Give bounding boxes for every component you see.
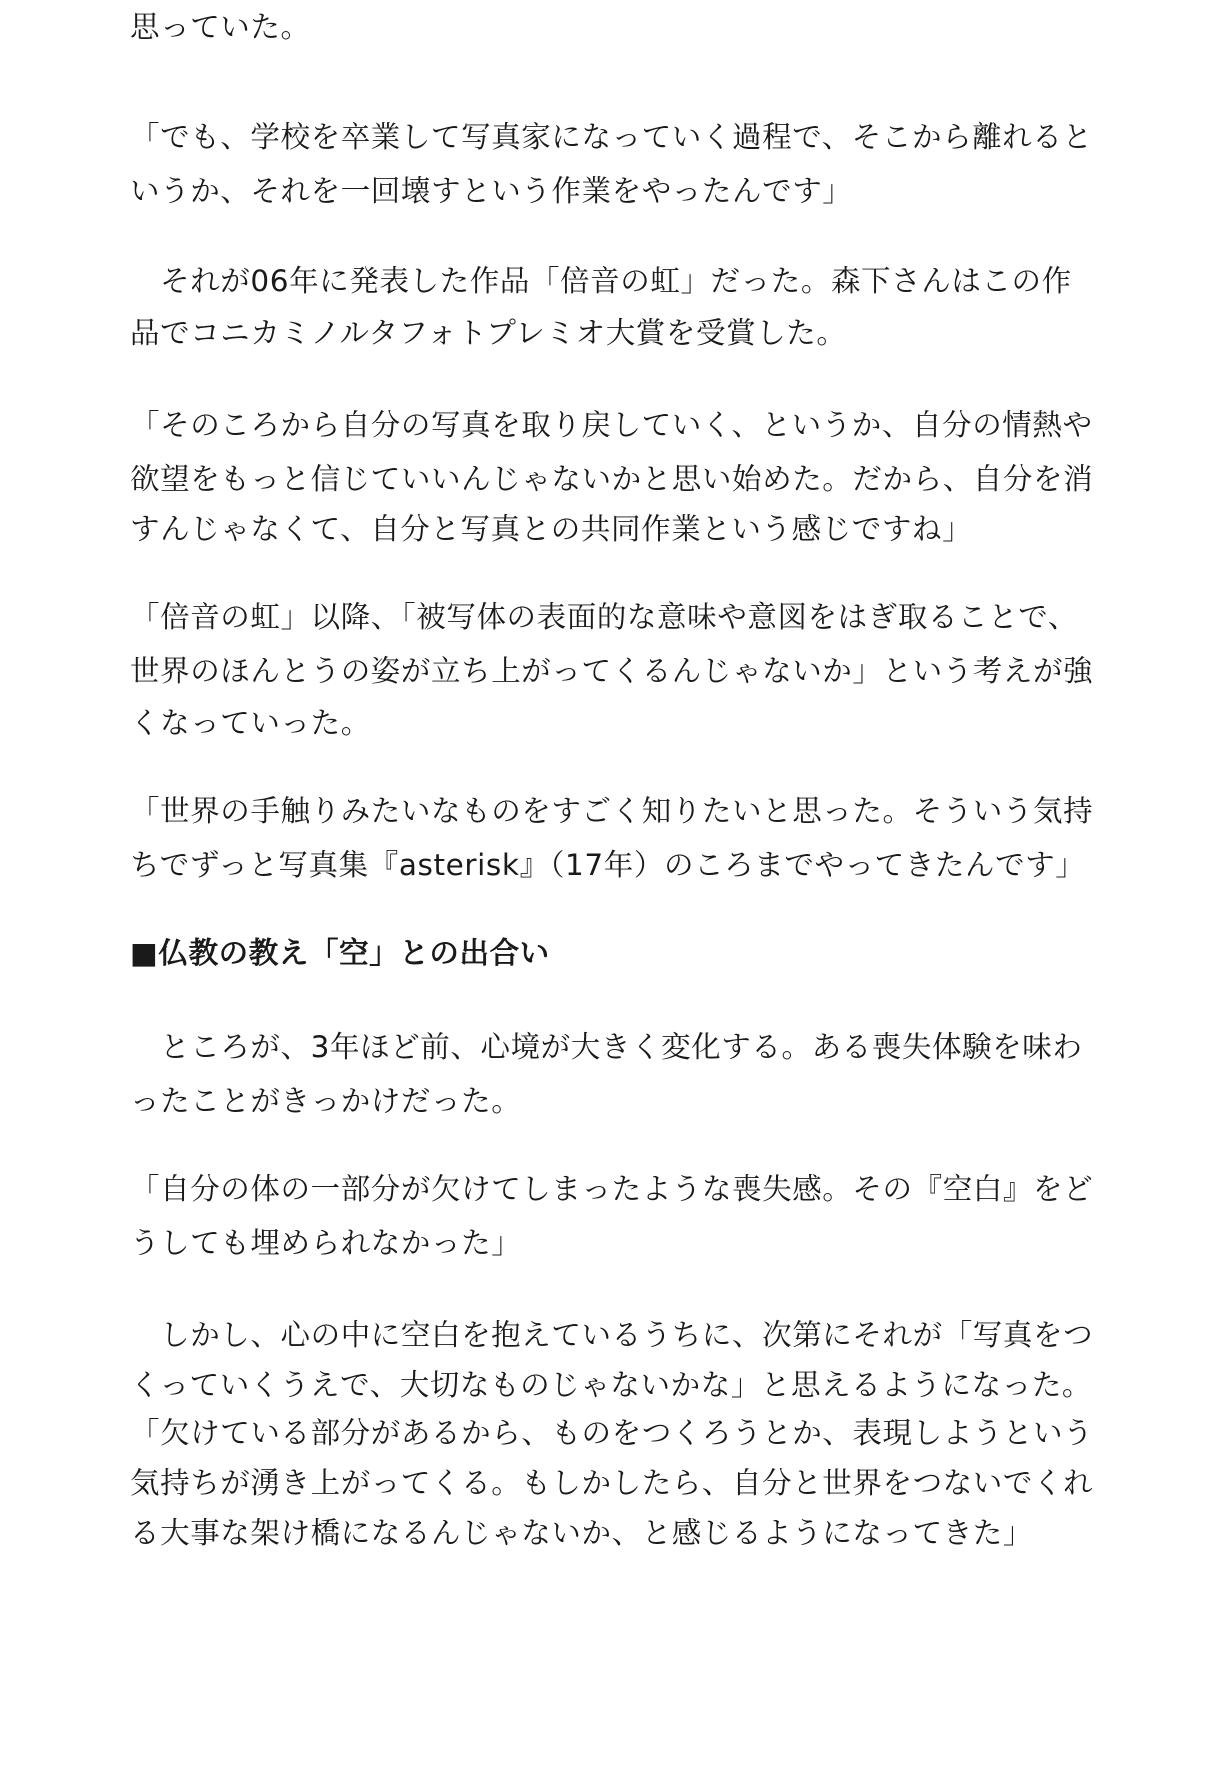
body-text-line: すんじゃなくて、自分と写真との共同作業という感じですね」	[130, 512, 973, 546]
body-text-line: 気持ちが湧き上がってくる。もしかしたら、自分と世界をつないでくれ	[130, 1466, 1094, 1500]
body-text-line: 「そのころから自分の写真を取り戻していく、というか、自分の情熱や	[130, 408, 1093, 442]
body-text-line: 世界のほんとうの姿が立ち上がってくるんじゃないか」という考えが強	[130, 654, 1094, 688]
body-text-line: 「世界の手触りみたいなものをすごく知りたいと思った。そういう気持	[130, 794, 1094, 828]
body-text-line: いうか、それを一回壊すという作業をやったんです」	[130, 174, 853, 208]
body-text-line: それが06年に発表した作品「倍音の虹」だった。森下さんはこの作	[130, 264, 1072, 298]
body-text-line: 「自分の体の一部分が欠けてしまったような喪失感。その『空白』をど	[130, 1172, 1094, 1206]
body-text-line: 品でコニカミノルタフォトプレミオ大賞を受賞した。	[130, 316, 847, 350]
section-heading: ■仏教の教え「空」との出合い	[130, 936, 550, 970]
body-text-line: 欲望をもっと信じていいんじゃないかと思い始めた。だから、自分を消	[130, 462, 1094, 496]
body-text-line: る大事な架け橋になるんじゃないか、と感じるようになってきた」	[130, 1516, 1034, 1550]
body-text-line: うしても埋められなかった」	[130, 1226, 522, 1260]
body-text-line: くっていくうえで、大切なものじゃないかな」と思えるようになった。	[130, 1368, 1093, 1402]
body-text-line: しかし、心の中に空白を抱えているうちに、次第にそれが「写真をつ	[130, 1318, 1094, 1352]
body-text-line: ったことがきっかけだった。	[130, 1084, 522, 1118]
body-text-line: 思っていた。	[130, 10, 311, 44]
body-text-line: ちでずっと写真集『asterisk』（17年）のころまでやってきたんです」	[130, 848, 1086, 882]
body-text-line: ところが、3年ほど前、心境が大きく変化する。ある喪失体験を味わ	[130, 1030, 1083, 1064]
body-text-line: 「でも、学校を卒業して写真家になっていく過程で、そこから離れると	[130, 120, 1093, 154]
body-text-line: 「倍音の虹」以降、「被写体の表面的な意味や意図をはぎ取ることで、	[130, 600, 1078, 634]
body-text-line: 「欠けている部分があるから、ものをつくろうとか、表現しようという	[130, 1416, 1094, 1450]
body-text-line: くなっていった。	[130, 706, 371, 740]
